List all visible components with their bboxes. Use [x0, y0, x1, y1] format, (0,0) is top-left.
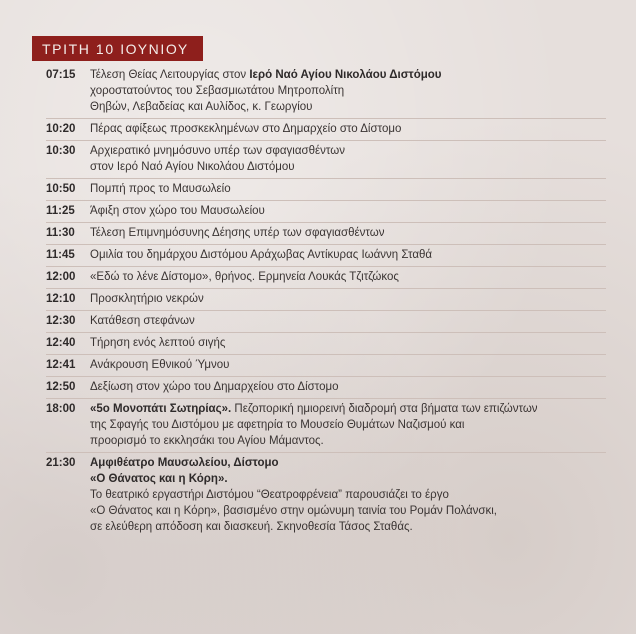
event-description — [90, 181, 231, 197]
schedule-row — [46, 311, 606, 333]
event-time: 12:50 — [46, 381, 76, 393]
event-text: Άφιξη στον χώρο του Μαυσωλείου — [90, 205, 265, 217]
event-bold-text: «5ο Μονοπάτι Σωτηρίας». — [90, 403, 232, 415]
event-time: 18:00 — [46, 403, 76, 415]
event-time: 12:00 — [46, 271, 76, 283]
event-time: 21:30 — [46, 457, 76, 469]
event-text: χοροστατούντος του Σεβασμιωτάτου Μητροπολίτη — [90, 85, 345, 97]
event-description — [90, 247, 432, 263]
schedule-row — [46, 399, 606, 453]
event-text: «Εδώ το λένε Δίστομο», θρήνος. Ερμηνεία Λουκάς Τζιτζώκος — [90, 271, 399, 283]
event-description — [90, 143, 345, 175]
schedule-row — [46, 289, 606, 311]
event-text: Τέλεση Επιμνημόσυνης Δέησης υπέρ των σφαγιασθέντων — [90, 227, 385, 239]
schedule-row — [46, 141, 606, 179]
event-text: «Ο Θάνατος και η Κόρη», βασισμένο στην ομώνυμη ταινία του Ρομάν Πολάνσκι, — [90, 505, 497, 517]
event-text: Τήρηση ενός λεπτού σιγής — [90, 337, 226, 349]
event-description — [90, 121, 401, 137]
event-text: Ανάκρουση Εθνικού Ύμνου — [90, 359, 230, 371]
event-description — [90, 203, 265, 219]
schedule-row — [46, 201, 606, 223]
event-text: Πέρας αφίξεως προσκεκλημένων στο Δημαρχείο στο Δίστομο — [90, 123, 402, 135]
event-text: Προσκλητήριο νεκρών — [90, 293, 204, 305]
event-description — [90, 67, 441, 115]
event-text: Ομιλία του δημάρχου Διστόμου Αράχωβας Αντίκυρας Ιωάννη Σταθά — [90, 249, 433, 261]
event-description — [90, 269, 399, 285]
event-description — [90, 455, 497, 535]
event-description — [90, 357, 229, 373]
event-time: 11:25 — [46, 205, 75, 217]
event-bold-text: «Ο Θάνατος και η Κόρη». — [90, 473, 228, 485]
event-text: Τέλεση Θείας Λειτουργίας στον — [90, 69, 247, 81]
event-time: 07:15 — [46, 69, 76, 81]
event-time: 10:30 — [46, 145, 76, 157]
event-text: Δεξίωση στον χώρο του Δημαρχείου στο Δίστομο — [90, 381, 339, 393]
schedule-row — [46, 333, 606, 355]
event-text: σε ελεύθερη απόδοση και διασκευή. Σκηνοθεσία Τάσος Σταθάς. — [90, 521, 413, 533]
schedule-list — [46, 65, 606, 538]
event-bold-text: Ιερό Ναό Αγίου Νικολάου Διστόμου — [249, 69, 442, 81]
event-text: Πομπή προς το Μαυσωλείο — [90, 183, 231, 195]
event-description — [90, 291, 204, 307]
event-time: 10:20 — [46, 123, 76, 135]
event-time: 12:10 — [46, 293, 76, 305]
event-text: προορισμό το εκκλησάκι του Αγίου Μάμαντος. — [90, 435, 324, 447]
event-description — [90, 335, 225, 351]
event-description — [90, 225, 385, 241]
schedule-row — [46, 377, 606, 399]
schedule-row — [46, 267, 606, 289]
schedule-row — [46, 65, 606, 119]
event-time: 12:40 — [46, 337, 76, 349]
event-time: 11:45 — [46, 249, 75, 261]
event-time: 10:50 — [46, 183, 76, 195]
event-description — [90, 401, 538, 449]
event-text: Θηβών, Λεβαδείας και Αυλίδος, κ. Γεωργίου — [90, 101, 313, 113]
event-time: 12:41 — [46, 359, 76, 371]
event-description — [90, 313, 195, 329]
event-time: 11:30 — [46, 227, 75, 239]
event-text: στον Ιερό Ναό Αγίου Νικολάου Διστόμου — [90, 161, 295, 173]
event-bold-text: Αμφιθέατρο Μαυσωλείου, Δίστομο — [90, 457, 279, 469]
event-text: Αρχιερατικό μνημόσυνο υπέρ των σφαγιασθέντων — [90, 145, 345, 157]
event-text: Κατάθεση στεφάνων — [90, 315, 195, 327]
schedule-row — [46, 453, 606, 538]
event-text: Πεζοπορική ημιορεινή διαδρομή στα βήματα των επιζώντων — [231, 403, 538, 415]
schedule-row — [46, 119, 606, 141]
day-banner — [32, 36, 203, 61]
schedule-row — [46, 245, 606, 267]
event-text: Το θεατρικό εργαστήρι Διστόμου “Θεατροφρένεια” παρουσιάζει το έργο — [90, 489, 449, 501]
schedule-row — [46, 355, 606, 377]
schedule-row — [46, 179, 606, 201]
day-label: ΤΡΙΤΗ 10 ΙΟΥΝΙΟΥ — [42, 41, 189, 57]
schedule-row — [46, 223, 606, 245]
event-time: 12:30 — [46, 315, 76, 327]
event-description — [90, 379, 339, 395]
event-text: της Σφαγής του Διστόμου με αφετηρία το Μουσείο Θυμάτων Ναζισμού και — [90, 419, 465, 431]
